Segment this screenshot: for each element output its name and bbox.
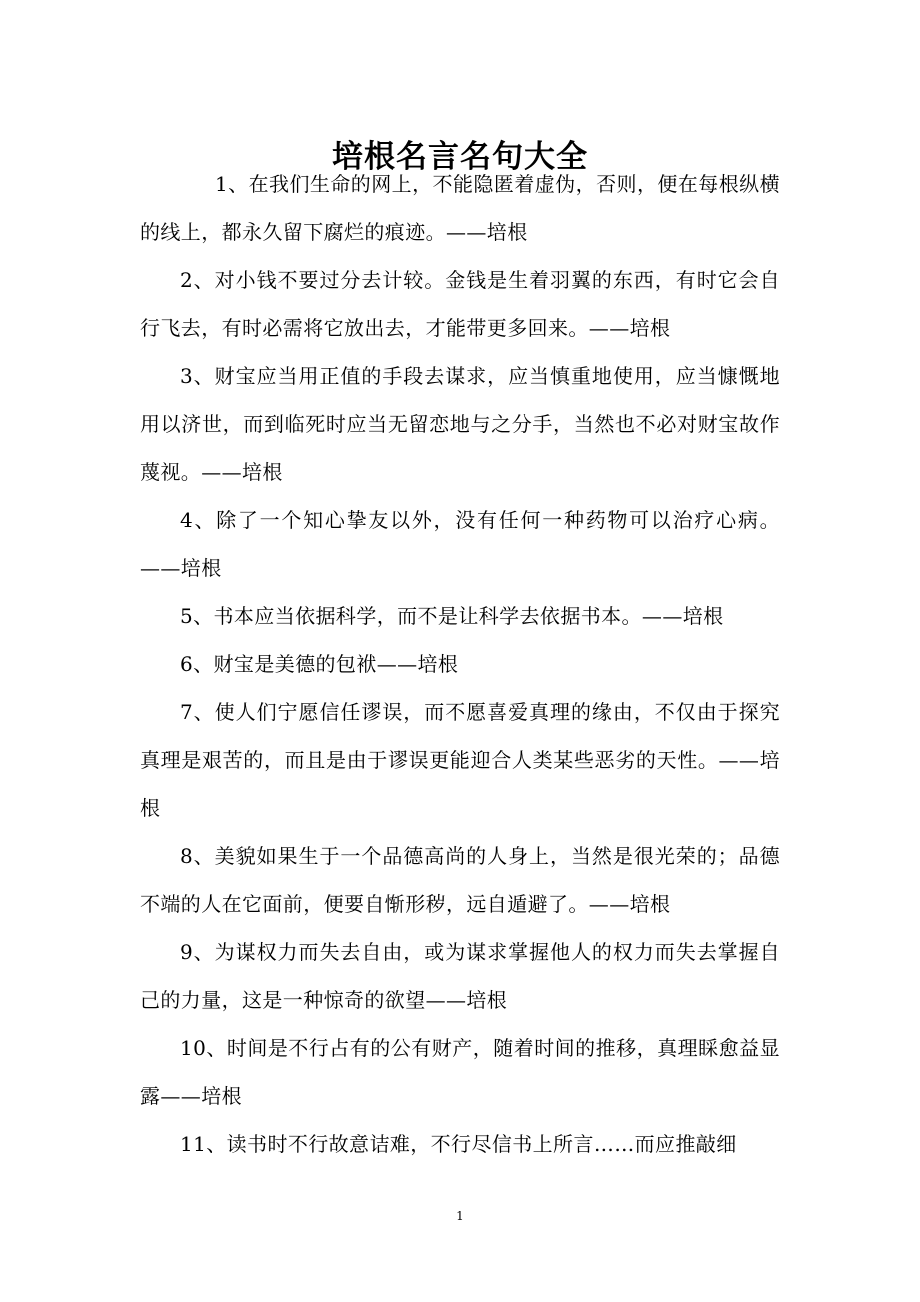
quote-paragraph-8: 8、美貌如果生于一个品德高尚的人身上，当然是很光荣的；品德不端的人在它面前，便要自惭形秽，远自遁避了。——培根 [140, 844, 780, 916]
quote-paragraph-3: 3、财宝应当用正值的手段去谋求，应当慎重地使用，应当慷慨地用以济世，而到临死时应当无留恋地与之分手，当然也不必对财宝故作蔑视。——培根 [140, 364, 780, 484]
quote-paragraph-1: 1、在我们生命的网上，不能隐匿着虚伪，否则，便在每根纵横的线上，都永久留下腐烂的痕迹。——培根 [140, 172, 780, 244]
quote-paragraph-7: 7、使人们宁愿信任谬误，而不愿喜爱真理的缘由，不仅由于探究真理是艰苦的，而且是由于谬误更能迎合人类某些恶劣的天性。——培根 [140, 700, 780, 820]
quote-paragraph-5: 5、书本应当依据科学，而不是让科学去依据书本。——培根 [180, 604, 724, 628]
quote-paragraph-11: 11、读书时不行故意诘难，不行尽信书上所言……而应推敲细 [180, 1132, 737, 1156]
quote-paragraph-10: 10、时间是不行占有的公有财产，随着时间的推移，真理睬愈益显露——培根 [140, 1036, 780, 1108]
quote-paragraph-9: 9、为谋权力而失去自由，或为谋求掌握他人的权力而失去掌握自己的力量，这是一种惊奇的欲望——培根 [140, 940, 780, 1012]
document-title: 培根名言名句大全 [332, 138, 588, 175]
quote-paragraph-2: 2、对小钱不要过分去计较。金钱是生着羽翼的东西，有时它会自行飞去，有时必需将它放出去，才能带更多回来。——培根 [140, 268, 780, 340]
quote-paragraph-6: 6、财宝是美德的包袱——培根 [180, 652, 459, 676]
quote-paragraph-4: 4、除了一个知心挚友以外，没有任何一种药物可以治疗心病。——培根 [140, 508, 780, 580]
page-number: 1 [456, 1209, 464, 1223]
quote-list [140, 160, 780, 1168]
